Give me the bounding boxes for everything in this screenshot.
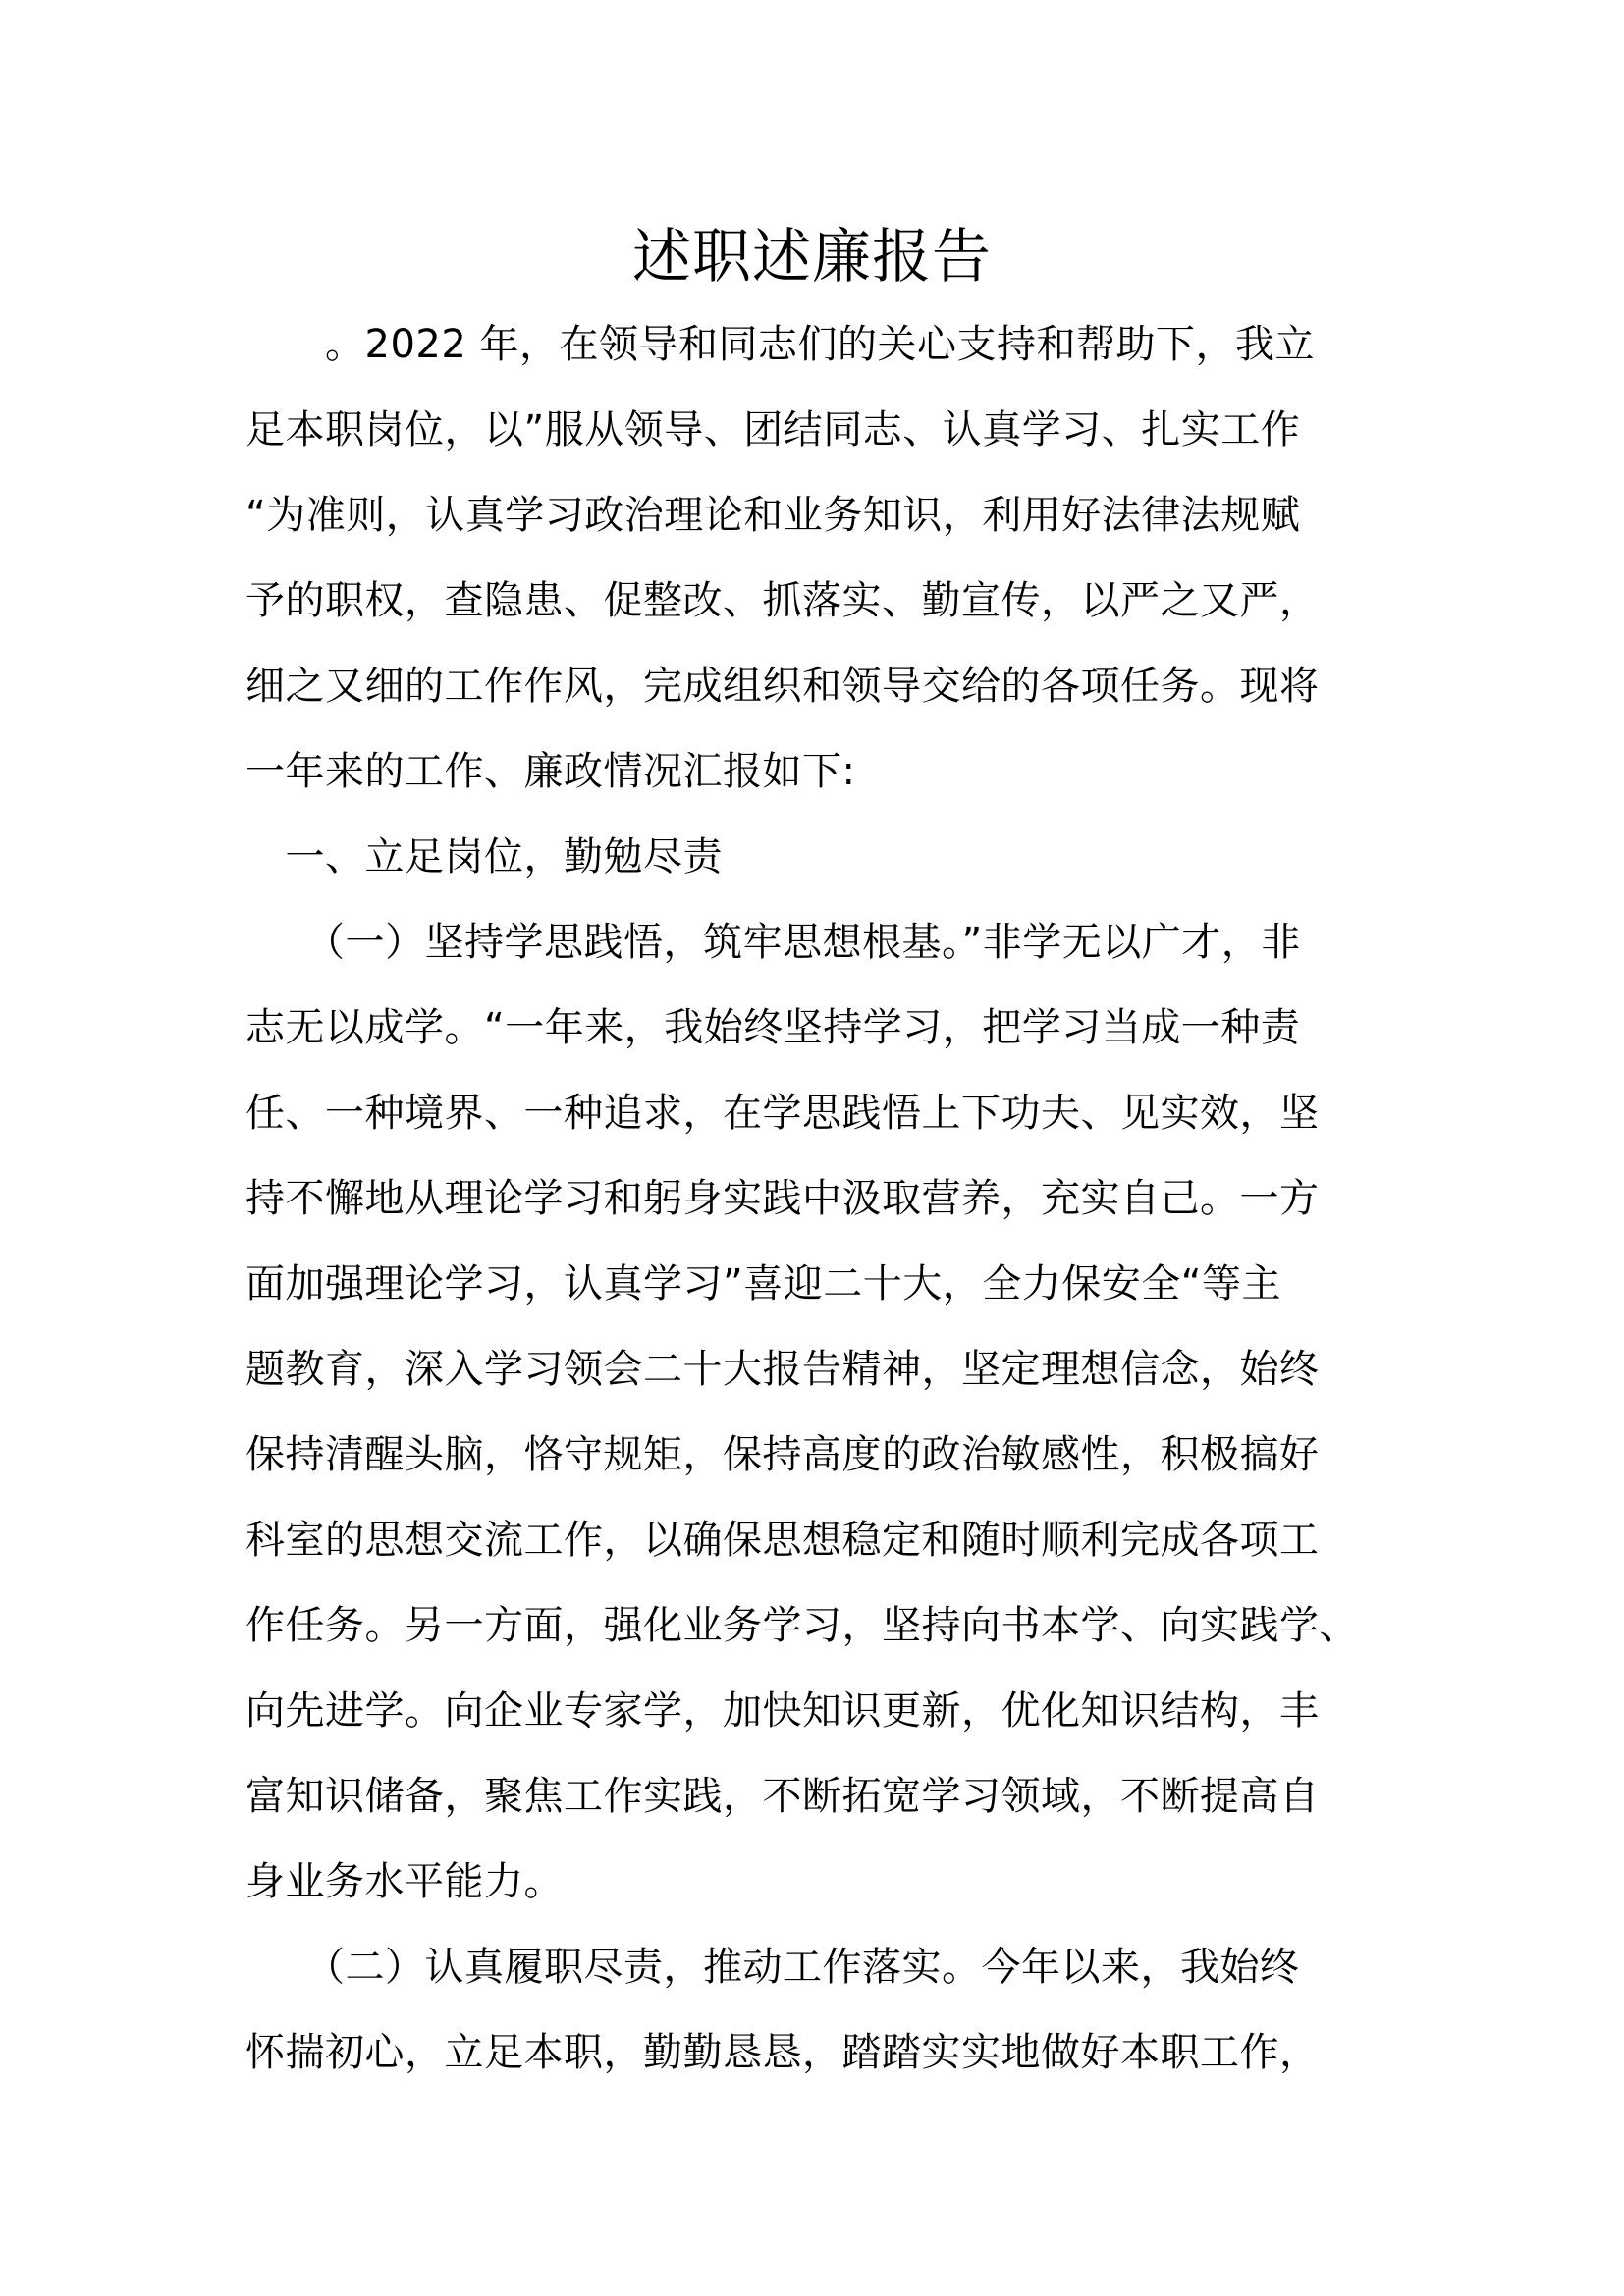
- text-line: 保持清醒头脑，恪守规矩，保持高度的政治敏感性，积极搞好: [245, 1432, 1320, 1477]
- text-line: 足本职岗位，以”服从领导、团结同志、认真学习、扎实工作: [245, 407, 1301, 453]
- text-line: 任、一种境界、一种追求，在学思践悟上下功夫、见实效，坚: [245, 1091, 1320, 1136]
- text-line: 持不懈地从理论学习和躬身实践中汲取营养，充实自己。一方: [245, 1176, 1320, 1221]
- text-line: 科室的思想交流工作，以确保思想稳定和随时顺利完成各项工: [245, 1518, 1320, 1563]
- text-line: 志无以成学。“一年来，我始终坚持学习，把学习当成一种责: [245, 1005, 1301, 1050]
- text-line: 。2022 年，在领导和同志们的关心支持和帮助下，我立: [245, 322, 1316, 367]
- document-title: 述职述廉报告: [632, 223, 992, 292]
- text-line: 一年来的工作、廉政情况汇报如下:: [245, 749, 856, 794]
- section-heading: 一、立足岗位，勤勉尽责: [245, 834, 723, 880]
- text-line: 题教育，深入学习领会二十大报告精神，坚定理想信念，始终: [245, 1347, 1320, 1392]
- text-line: 面加强理论学习，认真学习”喜迎二十大，全力保安全“等主: [245, 1261, 1281, 1307]
- text-line: 细之又细的工作作风，完成组织和领导交给的各项任务。现将: [245, 664, 1320, 709]
- text-line: 怀揣初心，立足本职，勤勤恳恳，踏踏实实地做好本职工作，: [245, 2030, 1320, 2075]
- text-line: 富知识储备，聚焦工作实践，不断拓宽学习领域，不断提高自: [245, 1774, 1320, 1819]
- text-line: 向先进学。向企业专家学，加快知识更新，优化知识结构，丰: [245, 1688, 1320, 1734]
- text-line: （一）坚持学思践悟，筑牢思想根基。”非学无以广才，非: [245, 920, 1301, 965]
- text-line: “为准则，认真学习政治理论和业务知识，利用好法律法规赋: [245, 493, 1301, 538]
- text-line: （二）认真履职尽责，推动工作落实。今年以来，我始终: [245, 1945, 1300, 1990]
- text-line: 予的职权，查隐患、促整改、抓落实、勤宣传，以严之又严，: [245, 578, 1320, 623]
- text-line: 身业务水平能力。: [245, 1859, 564, 1904]
- text-line: 作任务。另一方面，强化业务学习，坚持向书本学、向实践学、: [245, 1603, 1359, 1648]
